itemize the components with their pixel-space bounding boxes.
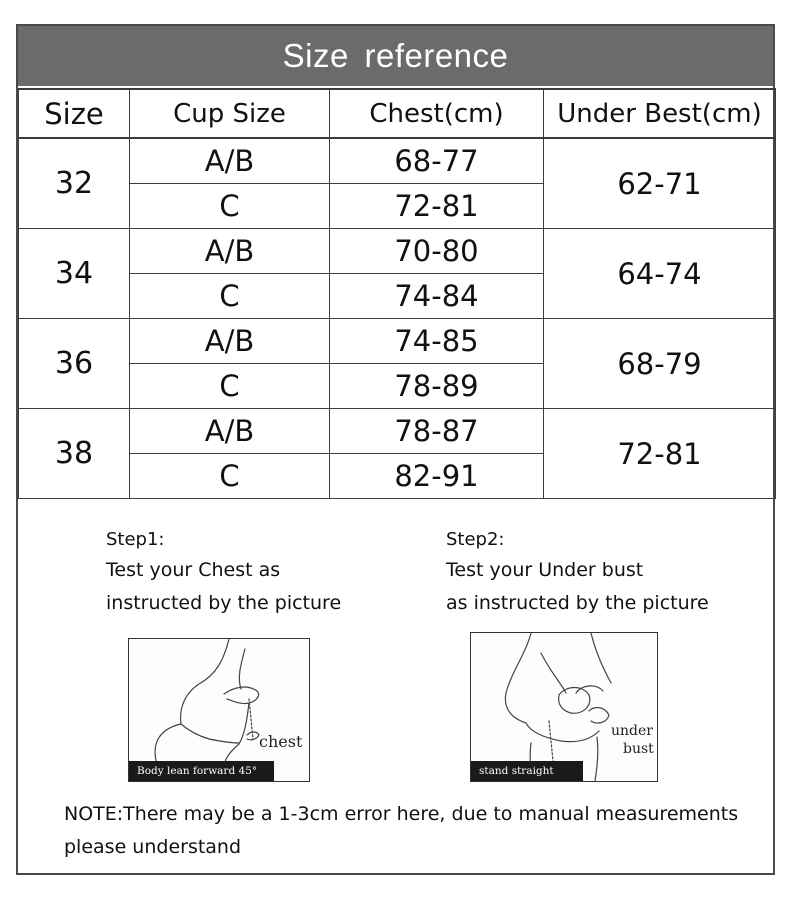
table-row xyxy=(19,409,776,454)
size-value: 36 xyxy=(19,319,130,409)
size-value: 38 xyxy=(19,409,130,499)
chest-measure-illustration xyxy=(128,638,310,782)
header-cup-size: Cup Size xyxy=(130,89,330,138)
page-title: Size reference xyxy=(18,26,773,86)
body-lean-figure-icon xyxy=(129,639,309,781)
step-1 xyxy=(106,530,341,620)
bust-label: bust xyxy=(623,741,654,757)
chest-value: 74-85 xyxy=(330,319,544,364)
cup-value: A/B xyxy=(130,229,330,274)
step-2-line-2: as instructed by the picture xyxy=(446,592,709,614)
cup-value: C xyxy=(130,454,330,499)
note-line-2: please understand xyxy=(64,836,242,858)
measurement-steps xyxy=(18,520,773,810)
step-2 xyxy=(446,530,709,620)
header-chest: Chest(cm) xyxy=(330,89,544,138)
step-2-line-1: Test your Under bust xyxy=(446,559,644,581)
table-header-row xyxy=(19,89,776,138)
stand-straight-figure-icon xyxy=(471,633,657,781)
header-under-bust: Under Best(cm) xyxy=(544,89,776,138)
table-row xyxy=(19,138,776,184)
chest-value: 74-84 xyxy=(330,274,544,319)
step-1-title: Step1: xyxy=(106,529,165,550)
chest-value: 82-91 xyxy=(330,454,544,499)
table-row xyxy=(19,319,776,364)
under-bust-value: 68-79 xyxy=(544,319,776,409)
step-1-image-caption: Body lean forward 45° xyxy=(129,761,274,781)
step-1-line-2: instructed by the picture xyxy=(106,592,342,614)
under-bust-measure-illustration xyxy=(470,632,658,782)
cup-value: C xyxy=(130,364,330,409)
under-bust-value: 62-71 xyxy=(544,138,776,229)
cup-value: C xyxy=(130,274,330,319)
size-value: 32 xyxy=(19,138,130,229)
size-value: 34 xyxy=(19,229,130,319)
chest-value: 70-80 xyxy=(330,229,544,274)
header-size: Size xyxy=(19,89,130,138)
under-bust-value: 64-74 xyxy=(544,229,776,319)
note-line-1: NOTE:There may be a 1-3cm error here, due to manual measurements xyxy=(64,803,739,825)
chest-value: 78-87 xyxy=(330,409,544,454)
chest-label: chest xyxy=(259,732,303,751)
step-1-line-1: Test your Chest as xyxy=(106,559,281,581)
table-row xyxy=(19,229,776,274)
size-table xyxy=(18,88,776,499)
chest-value: 72-81 xyxy=(330,184,544,229)
cup-value: A/B xyxy=(130,409,330,454)
cup-value: A/B xyxy=(130,138,330,184)
measurement-note xyxy=(64,798,754,864)
cup-value: A/B xyxy=(130,319,330,364)
under-bust-value: 72-81 xyxy=(544,409,776,499)
under-label: under xyxy=(611,723,653,739)
chest-value: 78-89 xyxy=(330,364,544,409)
step-2-title: Step2: xyxy=(446,529,505,550)
cup-value: C xyxy=(130,184,330,229)
step-2-image-caption: stand straight xyxy=(471,761,583,781)
chest-value: 68-77 xyxy=(330,138,544,184)
